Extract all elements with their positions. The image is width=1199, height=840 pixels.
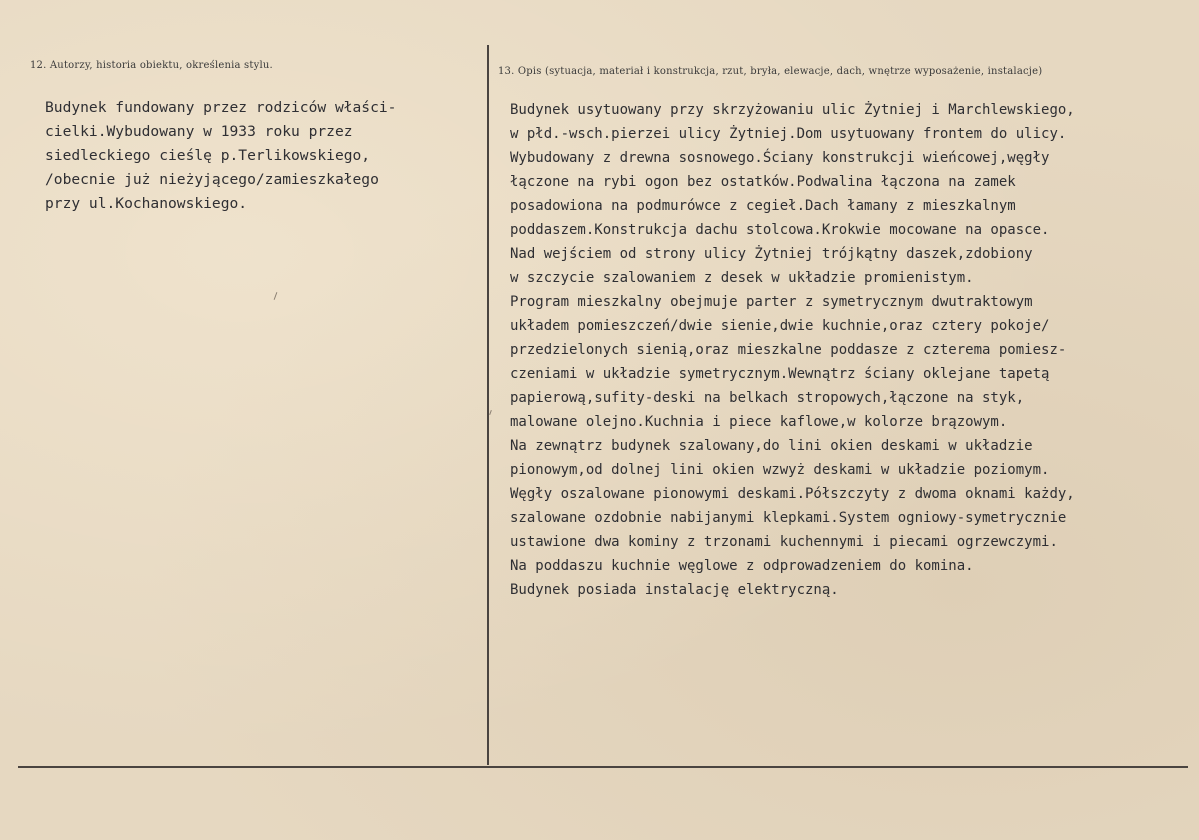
text-line: cielki.Wybudowany w 1933 roku przez	[45, 123, 353, 140]
text-line: pionowym,od dolnej lini okien wzwyż deskami w układzie poziomym.	[510, 462, 1050, 478]
section-12-text	[45, 96, 396, 216]
bottom-rule	[18, 766, 1188, 768]
text-line: Nad wejściem od strony ulicy Żytniej trójkątny daszek,zdobiony	[510, 246, 1033, 262]
text-line: Budynek posiada instalację elektryczną.	[510, 582, 839, 598]
paper-mark	[274, 292, 278, 300]
text-line: przedzielonych sienią,oraz mieszkalne poddasze z czterema pomiesz-	[510, 342, 1067, 358]
section-13-text	[510, 98, 1075, 602]
text-line: Program mieszkalny obejmuje parter z symetrycznym dwutraktowym	[510, 294, 1033, 310]
text-line: Budynek usytuowany przy skrzyżowaniu ulic Żytniej i Marchlewskiego,	[510, 102, 1075, 118]
text-line: poddaszem.Konstrukcja dachu stolcowa.Krokwie mocowane na opasce.	[510, 222, 1050, 238]
text-line: Wybudowany z drewna sosnowego.Ściany konstrukcji wieńcowej,węgły	[510, 150, 1050, 166]
text-line: papierową,sufity-deski na belkach stropowych,łączone na styk,	[510, 390, 1025, 406]
text-line: siedleckiego cieślę p.Terlikowskiego,	[45, 147, 371, 164]
column-divider	[487, 45, 489, 765]
text-line: posadowiona na podmurówce z cegieł.Dach łamany z mieszkalnym	[510, 198, 1016, 214]
text-line: przy ul.Kochanowskiego.	[45, 195, 248, 212]
text-line: ustawione dwa kominy z trzonami kuchennymi i piecami ogrzewczymi.	[510, 534, 1058, 550]
section-12-caption: 12. Autorzy, historia obiektu, określenia stylu.	[30, 60, 273, 71]
text-line: układem pomieszczeń/dwie sienie,dwie kuchnie,oraz cztery pokoje/	[510, 318, 1050, 334]
text-line: /obecnie już nieżyjącego/zamieszkałego	[45, 171, 379, 188]
text-line: w szczycie szalowaniem z desek w układzie promienistym.	[510, 270, 974, 286]
section-13-caption: 13. Opis (sytuacja, materiał i konstrukcja, rzut, bryła, elewacje, dach, wnętrze wyposażenie, instalacje)	[498, 66, 1043, 77]
text-line: malowane olejno.Kuchnia i piece kaflowe,w kolorze brązowym.	[510, 414, 1008, 430]
text-line: szalowane ozdobnie nabijanymi klepkami.System ogniowy-symetrycznie	[510, 510, 1067, 526]
text-line: łączone na rybi ogon bez ostatków.Podwalina łączona na zamek	[510, 174, 1016, 190]
text-line: Na zewnątrz budynek szalowany,do lini okien deskami w układzie	[510, 438, 1033, 454]
text-line: Węgły oszalowane pionowymi deskami.Półszczyty z dwoma oknami każdy,	[510, 486, 1075, 502]
paper-mark	[489, 410, 492, 415]
text-line: Budynek fundowany przez rodziców właści-	[45, 99, 397, 116]
text-line: czeniami w układzie symetrycznym.Wewnątrz ściany oklejane tapetą	[510, 366, 1050, 382]
text-line: w płd.-wsch.pierzei ulicy Żytniej.Dom usytuowany frontem do ulicy.	[510, 126, 1067, 142]
text-line: Na poddaszu kuchnie węglowe z odprowadzeniem do komina.	[510, 558, 974, 574]
